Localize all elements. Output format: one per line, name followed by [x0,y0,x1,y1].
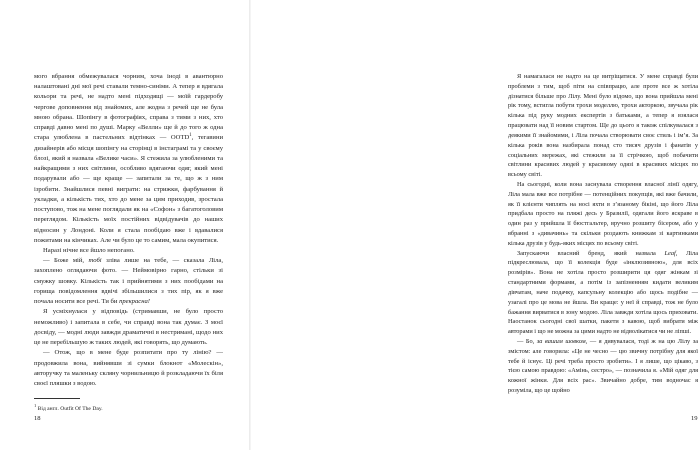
footnote-rule [34,398,80,399]
text-run: — Боже мій, [43,257,89,265]
text-run: Я усміхнулася у відповідь (стримавши, не було просто неможливо) і запитала в себе, чи справді вона так думає. З моєї досвіду, — модні люди завжди драматичні в нестримані, щодо них це не перебільшую ж таких людей, які говорять, що думають. [34,308,223,347]
paragraph [508,72,698,180]
paragraph [34,72,223,246]
text-run: — Отож, що в мене буде розпитати про ту лінію? — продовжила вона, вийнявши зі сумки блокнот «Молескін», авторучку та маленьку скляну чорнильницю й розкладаючи їх біля своєї пляшки з водою. [34,349,223,388]
footnote-ref: 1 [189,133,192,139]
footnote-number: 1 [34,403,37,408]
text-run: На сьогодні, коли вона заснувала створення власної лінії одягу, Ліла мала вже все потрібне — потенційних покупців, які вже бачили, як її клієнти чиплять на носі яхти в з’язаному бікіні, що його Ліла придбала просто на пляжі десь у Бразилії, одягали його яскраве в один раз у прийшла її бюстгальтер, вручно розшиту бісером, або у вбранні з «дивачинь» та скільки роздають книжкам зі картинками кілька друзів у будь-яких місцях по всьому світі. [508,180,698,247]
page-number-right: 19 [691,415,698,422]
text-run: , Ліла підкреслювала, що її колекція буде «інклюзивною», для всіх розмірів». Вона не хотіла просто розширити ця одяг жінкам зі стандартними формами, а потім із запізненням кидати великим дівчатам, наче подачку, капсульну колекцію або щось подібне — узагалі про це мова не йшла. Ви краще: у неї й справді, тож не було бажання вирватися в зону модою. Ліла завжди хотіла щось приховати. Наостанок сьогодні свої шатки, пакети з кавою, щоб вибрати між авторами і що не можна за цими надто не відволікатися чи не ліпші. [508,249,698,336]
right-page-text [508,72,698,396]
paragraph [34,348,223,389]
text-run: мого вбрання обмежувалася чорним, хоча іноді в авантюрно налаштовані дні мої речі ставали темно-синіми. А тепер я вдягала кольори та речі, не надто мені підходящі — моїй гардеробу чергове доповнення від знайомих, але жодна з речей ще не була мною обрана. Шопінгу в фотографіях, справа з тими з них, хто справді давно мені по душі. Марку «Велли» ще й до того ж одна стара улюблена в пастельних відтінках — ООТD [34,73,223,142]
text-run: , тегавини дизайнерів або місця шопінгу на сторінці в інстаграмі та у своєму блозі, який я назвала «Велике часи». Я стежила за улюбленими та найкращими з них світлини, особливо вдягаючи одяг, який мені подарували або — ще краще — запитали за те, що ж з ним ізробити. Знайшлися певні виграти: на стрижки, фарбування й укладки, а кількість тих, хто до мене за цим приходив, зростала поступово, тож на мене поглядали як на «Софон» з багатоголовим переглядом. Кількість моїх постійних відвідувачів до наших відносин у Лондоні. Коли я стала пообідаю вже і вдавалися пожитами на кінчиках. Але чи було це то самим, мала окупитися. [34,134,224,244]
paragraph [34,307,223,348]
footnote-text: Від англ. Outfit Of The Day. [37,405,103,412]
italic-run: Leaf [664,249,676,257]
right-page [250,0,698,450]
text-run: Запускаючи власний бренд, який назвала [517,249,665,257]
footnote [34,402,224,413]
paragraph [508,249,698,337]
text-run: Я намагалася не надто на це витріщатися. У мене справді були проблеми з тим, щоб піти на співпрацю, але проте все ж хотіла дізнатися більше про Лілу. Мені було відомо, що вона прийшла мені рік тому, встигла побути трохи моделлю, трохи акторкою, звучала рік кілька під руку модних експертів з батьками, а тепер я взялася працювати над її новим стартом. Ще до цього я також спілкувалася з деякими її знайомими, і Ліла почала створювати своє стиль і ім’я. За кілька років вона назбирала понад сто тисяч друзів і фанатів у соціальних мережах, які стежили за її стрічкою, щоб побачити світлини красивих людей у красивому одязі в красивих місцях по всьому світі. [508,73,698,179]
paragraph [34,256,223,307]
text-run: — Бо, [517,337,537,345]
left-page-text [34,72,223,389]
text-run: зліва лише на тебе, — сказала Ліла, захоплено оглядаючи фото. — Неймовірно гарно, стільки зі смужку шовку. Кількість так і прийнятими з них пообідами на горища повідомлення вдвічі збільшилися з тих пір, як я вже почала носити все речі. Ти би [34,257,223,306]
paragraph [508,337,698,396]
italic-run: тобі [88,257,102,265]
left-page [0,0,250,450]
paragraph [34,246,223,256]
text-run: — я дивувалася, тоді ж на цю Лілу за змістом: але говорила: «Це не чесно — цю звичну потрібну для якої тебе й існує. Ці речі треба просто зробити». І я лише, що цікаво, з тією самою правдою: «Амінь, сестро», — позначила я. «Мій одяг для кожної жінки. Для всіх рас». Звичайно добре, тим водночас я розуміла, що це щойно [508,337,698,394]
paragraph [508,180,698,249]
italic-run: за вашим шовком, [536,337,588,345]
italic-run: прекрасна! [119,298,150,306]
page-number-left: 18 [34,415,41,422]
text-run: Наразі нічне все йшло непогано. [43,246,135,254]
